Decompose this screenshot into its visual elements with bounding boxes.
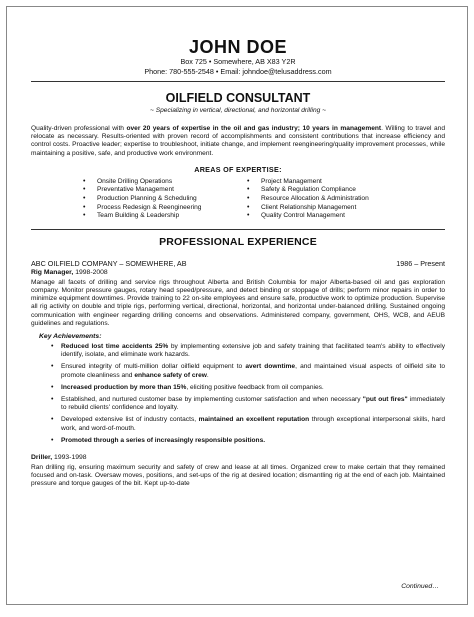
achievement-bold: Promoted through a series of increasingly responsible positions. — [61, 436, 266, 444]
header-divider — [31, 81, 445, 82]
phone-email-line: Phone: 780-555-2548 • Email: johndoe@telusaddress.com — [144, 67, 332, 76]
company-dates: 1986 – Present — [396, 258, 445, 268]
company-row — [31, 259, 445, 268]
achievement-bold: Reduced lost time accidents 25% — [61, 343, 169, 350]
role-driller — [31, 453, 445, 462]
section-divider — [31, 229, 445, 230]
achievement-bold: enhance safety of crew — [134, 371, 207, 379]
achievement-text: Ensured integrity of multi-million dollar oilfield equipment to — [61, 363, 246, 371]
achievement-text: through exceptional interpersonal skills, hard work, and word-of-mouth. — [61, 416, 445, 432]
list-item — [61, 416, 445, 432]
achievement-text: , and maintained visual aspects of oilfield site to promote cleanliness and — [61, 363, 446, 379]
list-item: • Quality Control Management — [247, 212, 369, 221]
expertise-list-right — [247, 178, 369, 221]
role-dates: 1993-1998 — [52, 454, 87, 462]
summary-text-1: Quality-driven professional with — [31, 125, 127, 132]
address-line: Box 725 • Somewhere, AB X83 Y2R — [180, 57, 296, 66]
achievement-bold: maintained an excellent reputation — [198, 416, 310, 424]
list-item: • Project Management — [247, 178, 369, 187]
achievement-text: . — [206, 371, 209, 379]
expertise-lists — [31, 178, 445, 221]
company-name: ABC OILFIELD COMPANY – SOMEWHERE, AB — [31, 258, 187, 268]
role-title: Rig Manager, — [31, 268, 74, 276]
achievement-text: Developed extensive list of industry contacts, — [61, 416, 199, 424]
achievement-text: Established, and nurtured customer base by implementing customer satisfaction and when necessary — [61, 396, 363, 404]
summary-text-2: . Willing to travel and relocate as necessary. Results-oriented with proven record of accomplishments and consistent contributions that increase efficiency and control costs. Proactive leader; expertise to troubleshoot, initiate change, and implement reengineering/quality improvement processes, while maintaining a positive, safe, and productive work environment. — [31, 125, 445, 157]
summary-highlight: over 20 years of expertise in the oil and gas industry; 10 years in management — [126, 125, 382, 132]
job-subtitle: ~ Specializing in vertical, directional, and horizontal drilling ~ — [150, 107, 326, 114]
role-dates: 1998-2008 — [73, 268, 108, 276]
list-item — [61, 396, 445, 412]
role-description: Manage all facets of drilling and service rigs throughout Alberta and British Columbia for major Alberta-based oil and gas exploration company. Monitor pressure gauges, rotary head speed/pressure, and detect binding or stoppage of drills; perform minor repairs in order to minimize equipment downtimes. Provide training to 22 on-site employees and ensure safe, productive work to optimize production. Supervise all rig activity on double and triple rigs, performing vertical, directional, horizontal, and horizontal under-balanced drilling. Sustained ongoing communication with engineer regarding drilling concerns and observations. Administered company, government, OHS, WCB, and AEUB guidelines and regulations. — [31, 278, 445, 327]
achievement-text: , eliciting positive feedback from oil companies. — [186, 383, 324, 391]
resume-page — [6, 6, 468, 605]
list-item: • Resource Allocation & Administration — [247, 195, 369, 204]
list-item: • Production Planning & Scheduling — [83, 195, 233, 204]
key-achievements-heading: Key Achievements: — [39, 333, 102, 340]
candidate-name: JOHN DOE — [188, 37, 288, 57]
list-item — [61, 363, 445, 379]
achievement-bold: "put out fires" — [362, 396, 408, 404]
achievement-bold: avert downtime — [245, 363, 296, 371]
expertise-heading: AREAS OF EXPERTISE: — [194, 164, 282, 174]
role-rig-manager — [31, 268, 445, 277]
list-item: • Preventative Management — [83, 186, 233, 195]
list-item: • Onsite Drilling Operations — [83, 178, 233, 187]
role-title: Driller, — [31, 454, 53, 462]
expertise-list-left — [83, 178, 233, 221]
achievement-bold: Increased production by more than 15% — [61, 383, 187, 391]
list-item — [61, 437, 445, 445]
job-title: OILFIELD CONSULTANT — [165, 91, 311, 105]
role-description: Ran drilling rig, ensuring maximum security and safety of crew and lease at all times. Organized crew to make certain that they remained focused and on-task. Oversaw moves, positions, and set-ups of the rig at desired location; dismantling rig at the end of each job. Maintained pressure and torque gauges of the bit. Kept up-to-date — [31, 464, 445, 488]
continued-label: Continued… — [401, 583, 439, 590]
list-item — [61, 384, 445, 392]
achievements-list — [31, 343, 445, 445]
list-item — [61, 343, 445, 359]
experience-heading: PROFESSIONAL EXPERIENCE — [159, 235, 317, 248]
list-item: • Process Redesign & Reengineering — [83, 204, 233, 213]
list-item: • Client Relationship Management — [247, 204, 369, 213]
achievement-text: by implementing extensive job and safety training that facilitated team's ability to effectively identify, isolate, and eliminate work hazards. — [61, 343, 445, 359]
achievement-text: immediately to rebuild clients' confidence and loyalty. — [61, 396, 445, 412]
list-item: • Team Building & Leadership — [83, 212, 233, 221]
summary-paragraph — [31, 125, 445, 158]
list-item: • Safety & Regulation Compliance — [247, 186, 369, 195]
resume-content — [31, 7, 445, 604]
